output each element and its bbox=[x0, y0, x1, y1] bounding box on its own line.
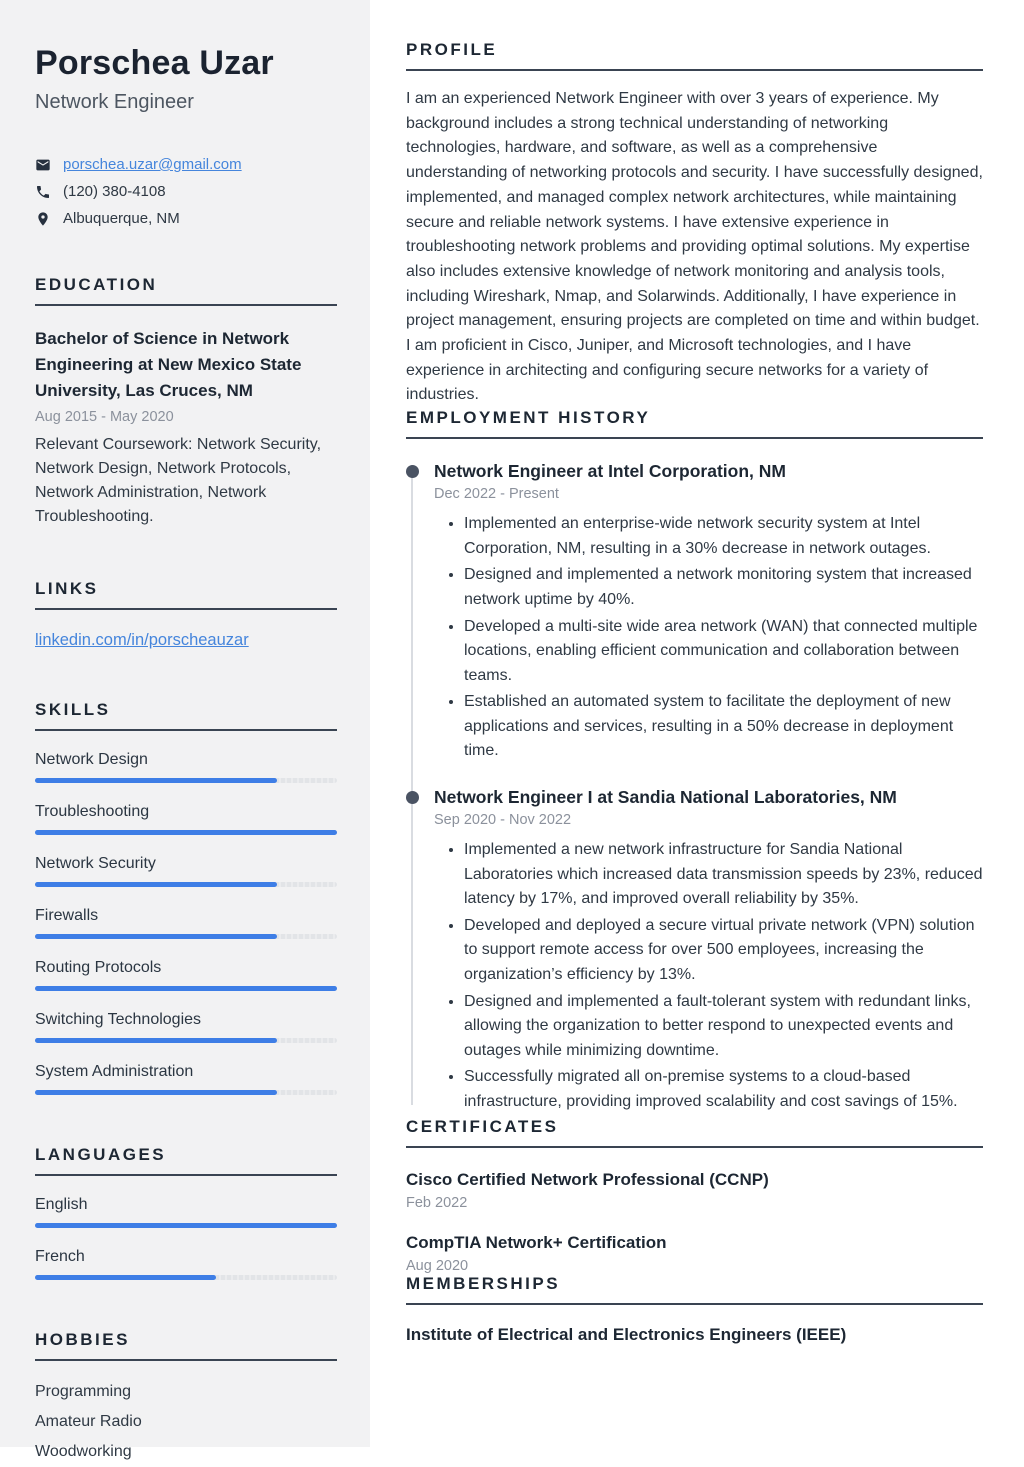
phone-icon bbox=[35, 184, 51, 200]
languages-section bbox=[35, 1145, 337, 1280]
job-title: Network Engineer I at Sandia National Laboratories, NM bbox=[434, 787, 897, 808]
skills-section bbox=[35, 700, 337, 1095]
skill-bar-track bbox=[35, 778, 337, 783]
skill-label: Routing Protocols bbox=[35, 959, 162, 976]
certificate-date: Feb 2022 bbox=[406, 1194, 468, 1211]
job-bullet: • Designed and implemented a fault-tolerant system with redundant links, allowing the organization to better respond to unexpected events and outages while minimizing downtime. bbox=[464, 990, 983, 1064]
language-bar-track bbox=[35, 1223, 337, 1228]
skill-bar-track bbox=[35, 882, 337, 887]
profile-heading: PROFILE bbox=[406, 40, 983, 71]
job-bullet: • Developed a multi-site wide area network (WAN) that connected multiple locations, enabling efficient communication and collaboration between teams. bbox=[464, 615, 983, 689]
language-bar-fill bbox=[35, 1275, 216, 1280]
person-name: Porschea Uzar bbox=[35, 44, 274, 82]
skill-label: Network Security bbox=[35, 855, 156, 872]
skill-bar-track bbox=[35, 934, 337, 939]
skill-label: Network Design bbox=[35, 751, 148, 768]
education-dates: Aug 2015 - May 2020 bbox=[35, 409, 174, 425]
skill-bar-fill bbox=[35, 1090, 277, 1095]
memberships-heading: MEMBERSHIPS bbox=[406, 1274, 983, 1305]
job-bullet: • Developed and deployed a secure virtual private network (VPN) solution to support remote access for over 500 employees, increasing the organization’s efficiency by 13%. bbox=[464, 914, 983, 988]
certificates-section bbox=[406, 1117, 983, 1274]
language-bar-fill bbox=[35, 1223, 337, 1228]
skill-bar-fill bbox=[35, 778, 277, 783]
skill-item bbox=[35, 959, 337, 991]
map-pin-icon bbox=[35, 211, 51, 227]
envelope-icon bbox=[35, 157, 51, 173]
skill-bar-fill bbox=[35, 1038, 277, 1043]
skills-heading: SKILLS bbox=[35, 700, 337, 731]
skill-bar-fill bbox=[35, 830, 337, 835]
contact-email-row bbox=[35, 156, 337, 173]
location-text: Albuquerque, NM bbox=[63, 210, 180, 227]
hobbies-section bbox=[35, 1330, 337, 1467]
skill-item bbox=[35, 1063, 337, 1095]
linkedin-link[interactable]: linkedin.com/in/porscheauzar bbox=[35, 631, 249, 649]
skill-item bbox=[35, 855, 337, 887]
profile-text: I am an experienced Network Engineer with over 3 years of experience. My background includes a strong technical understanding of networking technologies, hardware, and software, as well as a comprehensive understanding of networking protocols and security. I have successfully designed, implemented, and managed complex network architectures, while maintaining secure and reliable network systems. I have extensive experience in troubleshooting network problems and providing optimal solutions. My expertise also includes extensive knowledge of network monitoring and analysis tools, including Wireshark, Nmap, and Solarwinds. Additionally, I have experience in project management, ensuring projects are completed on time and within budget. I am proficient in Cisco, Juniper, and Microsoft technologies, and I have experience in architecting and configuring secure networks for a variety of industries. bbox=[406, 90, 983, 404]
education-description: Relevant Coursework: Network Security, Network Design, Network Protocols, Network Administration, Network Troubleshooting. bbox=[35, 436, 322, 525]
skill-label: System Administration bbox=[35, 1063, 194, 1080]
skill-item bbox=[35, 751, 337, 783]
job-bullet: • Established an automated system to facilitate the deployment of new applications and services, resulting in a 50% decrease in deployment time. bbox=[464, 690, 983, 764]
skill-bar-track bbox=[35, 1090, 337, 1095]
skill-item bbox=[35, 907, 337, 939]
education-heading: EDUCATION bbox=[35, 275, 337, 306]
list-item: Woodworking bbox=[35, 1443, 132, 1460]
contact-location-row bbox=[35, 210, 337, 227]
hobbies-heading: HOBBIES bbox=[35, 1330, 337, 1361]
skill-bar-track bbox=[35, 986, 337, 991]
skill-label: Switching Technologies bbox=[35, 1011, 202, 1028]
job-bullet: • Successfully migrated all on-premise systems to a cloud-based infrastructure, providing improved scalability and cost savings of 15%. bbox=[464, 1065, 983, 1114]
main-column bbox=[370, 0, 1024, 1447]
skill-bar-fill bbox=[35, 934, 277, 939]
list-item bbox=[35, 631, 337, 650]
job-title: Network Engineer at Intel Corporation, NM bbox=[434, 461, 786, 482]
education-section bbox=[35, 275, 337, 529]
certificate-date: Aug 2020 bbox=[406, 1257, 469, 1274]
membership-title: Institute of Electrical and Electronics Engineers (IEEE) bbox=[406, 1324, 847, 1344]
links-section bbox=[35, 579, 337, 650]
job-bullet: • Implemented an enterprise-wide network security system at Intel Corporation, NM, resulting in a 30% decrease in network outages. bbox=[464, 512, 983, 561]
certificates-heading: CERTIFICATES bbox=[406, 1117, 983, 1148]
skill-bar-fill bbox=[35, 986, 337, 991]
email-link[interactable]: porschea.uzar@gmail.com bbox=[63, 156, 242, 173]
certificate-entry bbox=[406, 1170, 983, 1211]
employment-section bbox=[406, 408, 983, 1114]
sidebar bbox=[0, 0, 370, 1460]
skill-item bbox=[35, 803, 337, 835]
timeline-dot-icon bbox=[406, 465, 419, 478]
contact-phone-row bbox=[35, 183, 337, 200]
links-heading: LINKS bbox=[35, 579, 337, 610]
skill-label: Firewalls bbox=[35, 907, 99, 924]
contact-list bbox=[35, 156, 337, 227]
employment-timeline bbox=[406, 461, 983, 1114]
job-entry bbox=[406, 461, 983, 764]
languages-heading: LANGUAGES bbox=[35, 1145, 337, 1176]
list-item: Programming bbox=[35, 1383, 132, 1400]
list-item: Amateur Radio bbox=[35, 1413, 142, 1430]
job-dates: Sep 2020 - Nov 2022 bbox=[434, 812, 572, 829]
language-item bbox=[35, 1196, 337, 1228]
certificate-entry bbox=[406, 1233, 983, 1274]
language-bar-track bbox=[35, 1275, 337, 1280]
job-bullet: • Implemented a new network infrastructure for Sandia National Laboratories which increased data transmission speeds by 23%, reduced latency by 17%, and improved overall reliability by 35%. bbox=[464, 838, 983, 912]
certificate-title: Cisco Certified Network Professional (CCNP) bbox=[406, 1169, 769, 1189]
person-job-title: Network Engineer bbox=[35, 91, 194, 113]
job-bullet-list bbox=[434, 512, 983, 764]
language-label: English bbox=[35, 1196, 88, 1213]
timeline-dot-icon bbox=[406, 791, 419, 804]
education-degree: Bachelor of Science in Network Engineering at New Mexico State University, Las Cruces, NM bbox=[35, 329, 302, 400]
skill-bar-track bbox=[35, 830, 337, 835]
job-bullet-list bbox=[434, 838, 983, 1115]
language-label: French bbox=[35, 1248, 85, 1265]
certificate-title: CompTIA Network+ Certification bbox=[406, 1232, 667, 1252]
language-item bbox=[35, 1248, 337, 1280]
skill-bar-fill bbox=[35, 882, 277, 887]
employment-heading: EMPLOYMENT HISTORY bbox=[406, 408, 983, 439]
memberships-section bbox=[406, 1274, 983, 1345]
hobbies-list bbox=[35, 1377, 337, 1467]
profile-section bbox=[406, 40, 983, 408]
job-bullet: • Designed and implemented a network monitoring system that increased network uptime by 40%. bbox=[464, 563, 983, 612]
job-entry bbox=[406, 787, 983, 1115]
skill-item bbox=[35, 1011, 337, 1043]
job-dates: Dec 2022 - Present bbox=[434, 486, 559, 503]
skill-label: Troubleshooting bbox=[35, 803, 150, 820]
phone-number: (120) 380-4108 bbox=[63, 183, 166, 200]
membership-entry bbox=[406, 1325, 983, 1345]
skill-bar-track bbox=[35, 1038, 337, 1043]
